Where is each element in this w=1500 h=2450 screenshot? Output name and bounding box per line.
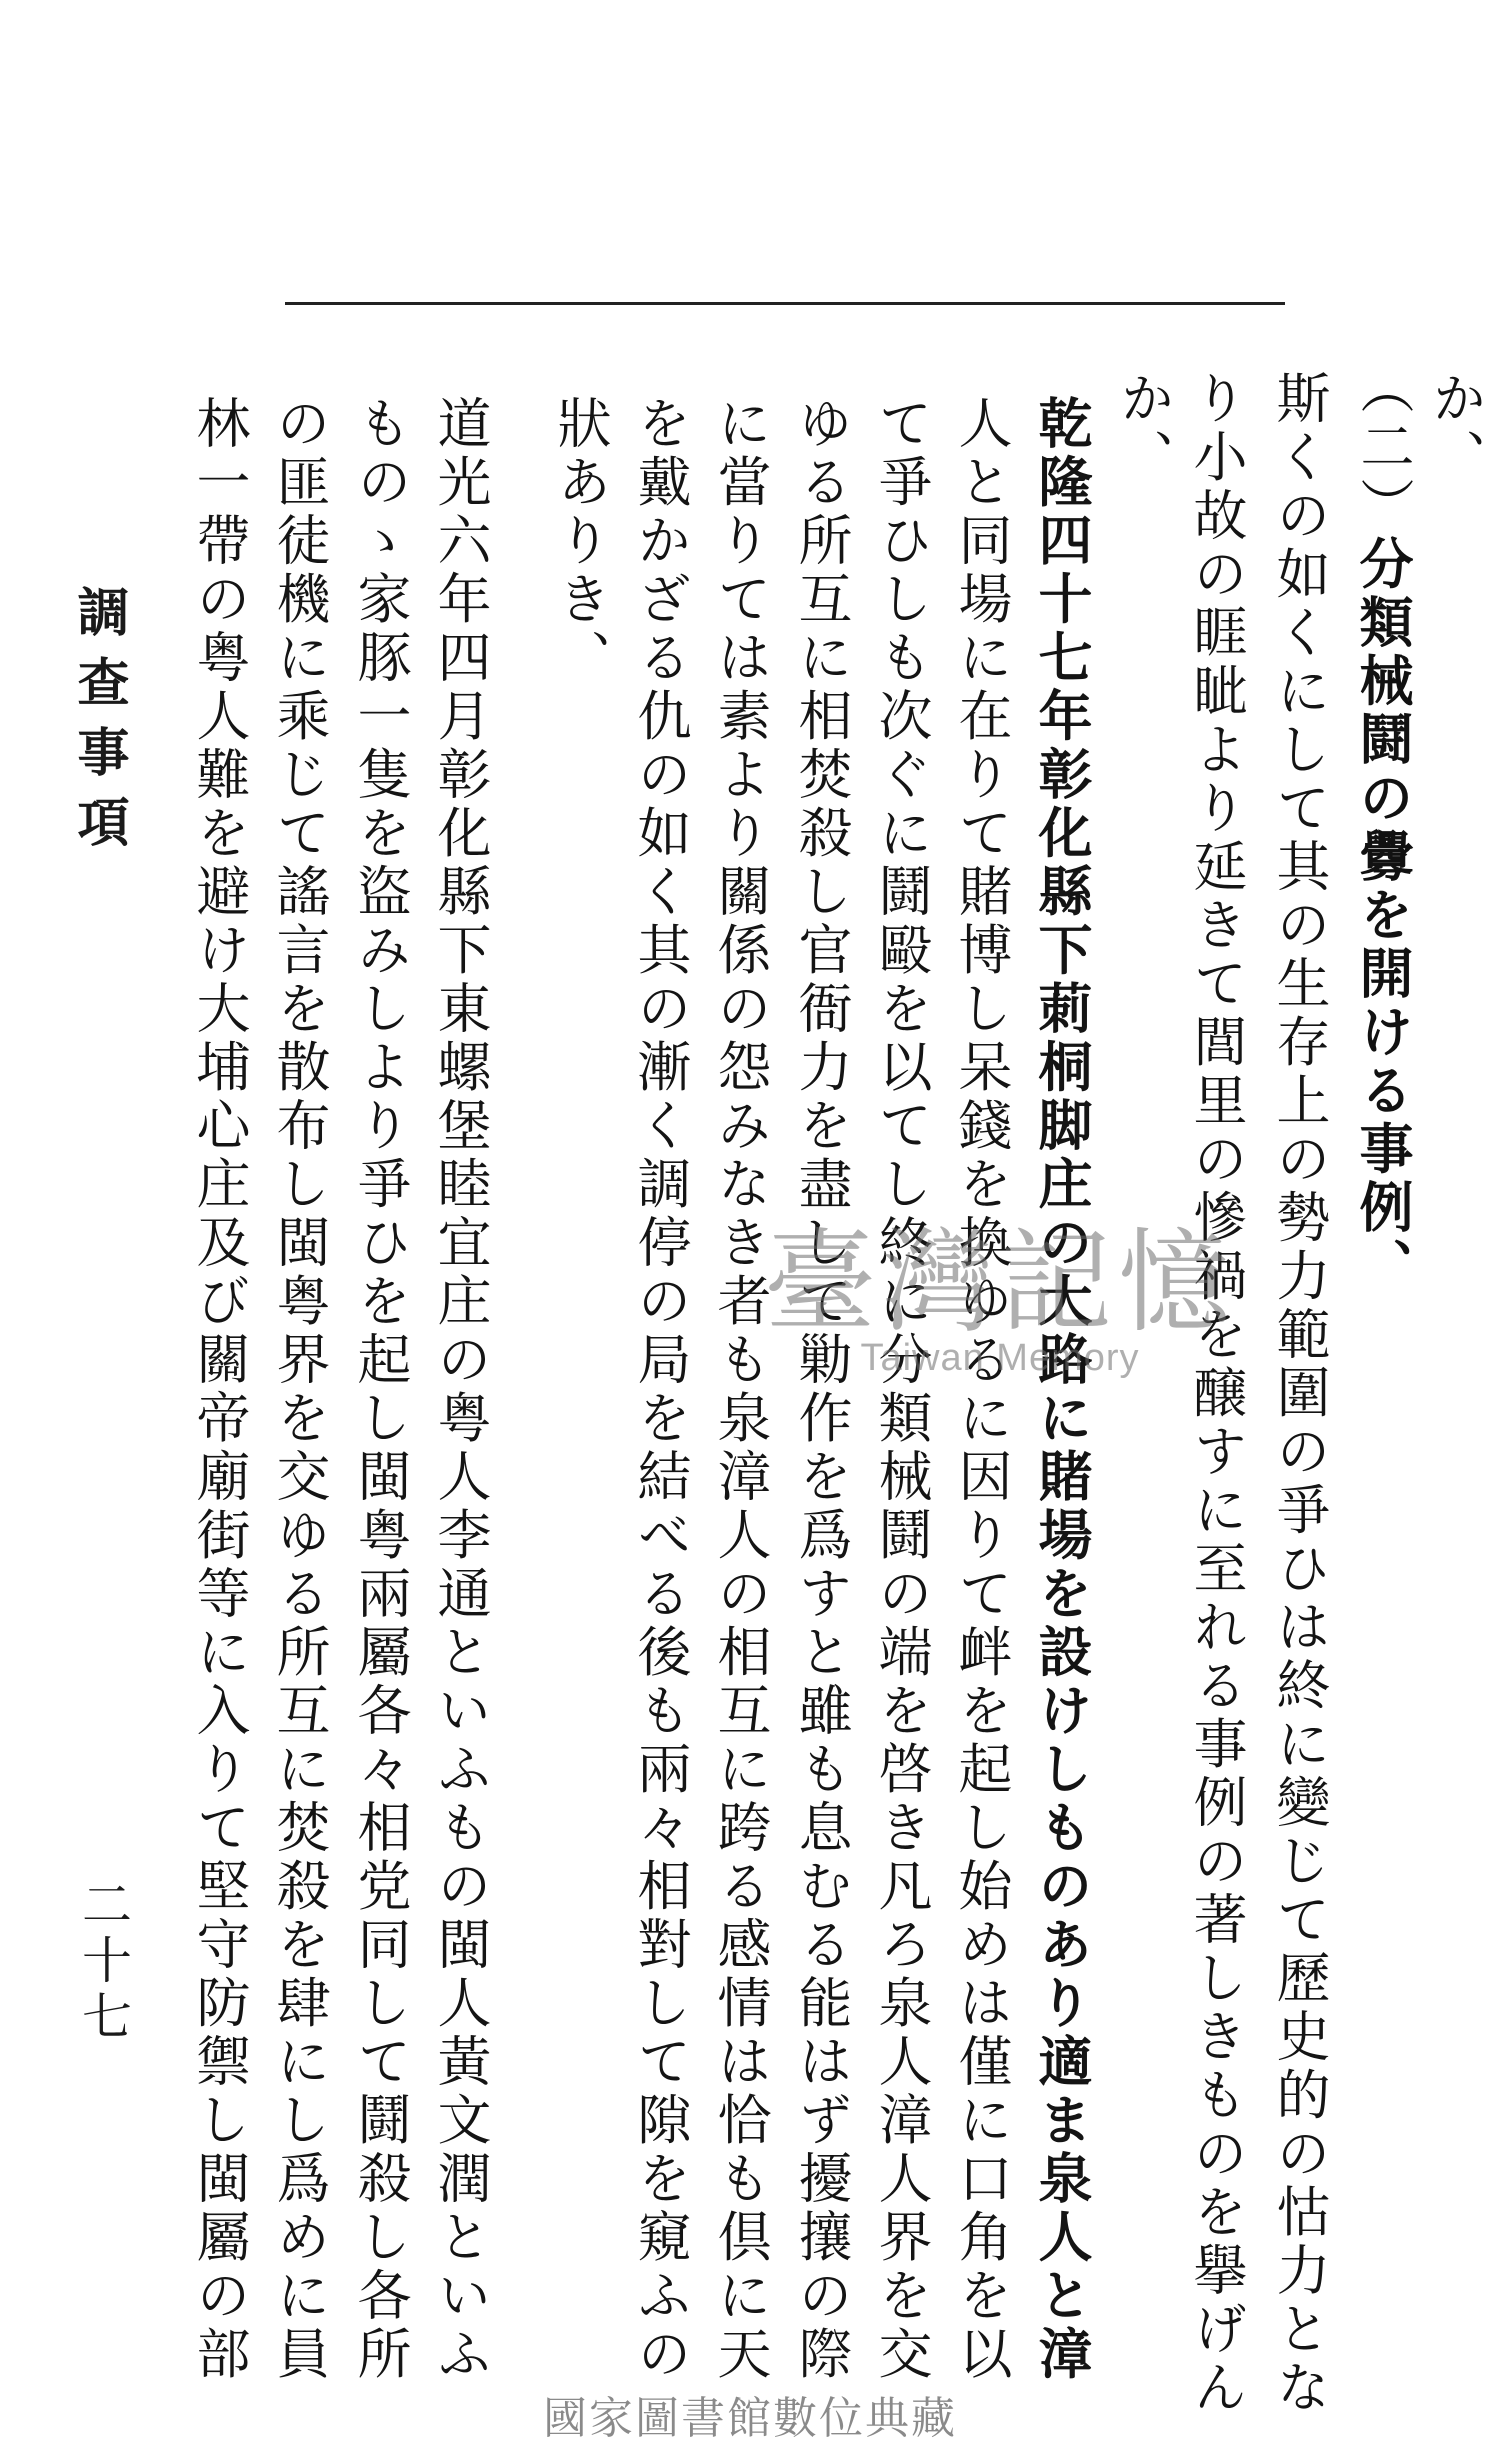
- text-column-4: 乾隆四十七年彰化縣下莿桐脚庄の大路に賭場を設けしものあり適ま泉人と漳: [1030, 395, 1094, 2384]
- text-column-8: に當りては素より關係の怨みなき者も泉漳人の相互に跨る感情は恰も倶に天: [709, 395, 772, 2384]
- footer-collection-label: 國家圖書館數位典藏: [543, 2393, 957, 2444]
- text-column-6: て爭ひしも次ぐに鬪毆を以てし終に分類械鬪の端を啓き凡ろ泉人漳人界を交: [870, 395, 933, 2384]
- page-number: 二十七: [74, 1878, 132, 2046]
- text-column-14: 林一帶の粤人難を避け大埔心庄及び關帝廟街等に入りて堅守防禦し閩屬の部: [188, 395, 251, 2384]
- watermark-cjk: 臺灣記憶: [764, 1218, 1236, 1348]
- watermark-logo: [720, 1218, 1280, 1392]
- text-column-7: ゆる所互に相焚殺し官衙力を盡して勦作を爲すと雖も息むる能はず擾攘の際: [790, 395, 853, 2384]
- text-column-9: を戴かざる仇の如く其の漸く調停の局を結べる後も兩々相對して隙を窺ふの: [629, 395, 692, 2384]
- text-column-13: の匪徒機に乘じて謠言を散布し閩粤界を交ゆる所互に焚殺を肆にし爲めに員: [268, 395, 331, 2384]
- section-title: 分類械鬪の釁を開ける事例、: [1351, 535, 1415, 1296]
- running-head: 調查事項: [68, 585, 129, 865]
- text-column-3: 斯くの如くにして其の生存上の勢力範圍の爭ひは終に變じて歷史的の怙力とな: [1268, 370, 1331, 2418]
- text-column-10: 狀ありき、: [549, 395, 612, 688]
- text-column-12: ものゝ家豚一隻を盜みしより爭ひを起し閩粤兩屬各々相党同して鬪殺し各所: [349, 395, 412, 2384]
- text-column-11: 道光六年四月彰化縣下東螺堡睦宜庄の粤人李通といふもの閩人黃文潤といふ: [429, 395, 492, 2384]
- watermark-en: Taiwan Memory: [860, 1337, 1140, 1380]
- section-number: （二）: [1352, 360, 1415, 536]
- section-divider-rule: [285, 302, 1285, 305]
- section-heading: [1348, 360, 1415, 1296]
- text-column-c1: か、: [1112, 370, 1175, 487]
- text-column-5: 人と同場に在りて賭博し呆錢を換ゆるに因りて衅を起し始めは僅に口角を以: [950, 395, 1013, 2384]
- text-column-2: り小故の睚眦より延きて閭里の慘禍を醸すに至れる事例の著しきものを擧げん: [1185, 370, 1248, 2418]
- text-column-1: か、: [1424, 370, 1487, 487]
